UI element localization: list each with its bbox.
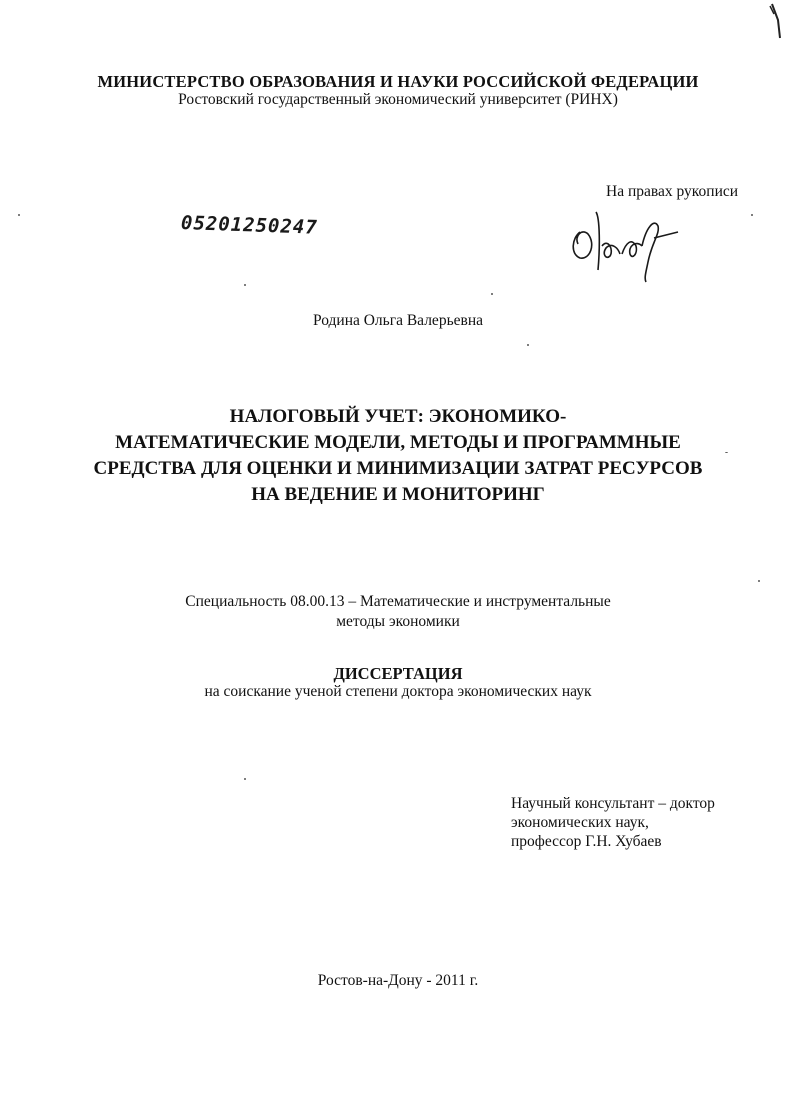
city-year: Ростов-на-Дону - 2011 г.	[317, 972, 479, 989]
scientific-consultant	[511, 794, 715, 851]
specialty-line: методы экономики	[336, 613, 460, 630]
scan-speck	[244, 778, 246, 780]
manuscript-note: На правах рукописи	[606, 183, 739, 200]
scan-speck	[18, 214, 20, 216]
consultant-line: экономических наук,	[511, 814, 649, 831]
dissertation-type: ДИССЕРТАЦИЯ	[333, 664, 463, 683]
university-name: Ростовский государственный экономический университет (РИНХ)	[178, 91, 618, 108]
degree-purpose: на соискание ученой степени доктора экономических наук	[204, 683, 592, 700]
title-line: МАТЕМАТИЧЕСКИЕ МОДЕЛИ, МЕТОДЫ И ПРОГРАММНЫЕ	[115, 432, 681, 453]
scan-speck	[751, 214, 753, 216]
scan-speck	[725, 452, 728, 453]
scan-speck	[244, 284, 246, 286]
scan-speck	[527, 344, 529, 346]
title-line: СРЕДСТВА ДЛЯ ОЦЕНКИ И МИНИМИЗАЦИИ ЗАТРАТ РЕСУРСОВ	[93, 458, 703, 479]
ministry-heading: МИНИСТЕРСТВО ОБРАЗОВАНИЯ И НАУКИ РОССИЙСКОЙ ФЕДЕРАЦИИ	[97, 72, 699, 91]
scan-speck	[491, 293, 493, 295]
title-line: НА ВЕДЕНИЕ И МОНИТОРИНГ	[251, 484, 545, 505]
title-line: НАЛОГОВЫЙ УЧЕТ: ЭКОНОМИКО-	[229, 406, 567, 427]
author-name: Родина Ольга Валерьевна	[312, 312, 484, 329]
specialty-line: Специальность 08.00.13 – Математические и инструментальные	[185, 593, 611, 610]
author-signature	[566, 198, 706, 288]
specialty	[0, 592, 796, 632]
corner-scan-mark	[764, 0, 794, 44]
dissertation-title	[0, 404, 796, 508]
consultant-line: Научный консультант – доктор	[511, 795, 715, 812]
registration-number-stamp: 05201250247	[180, 212, 319, 239]
scan-speck	[758, 580, 760, 582]
consultant-line: профессор Г.Н. Хубаев	[511, 833, 662, 850]
